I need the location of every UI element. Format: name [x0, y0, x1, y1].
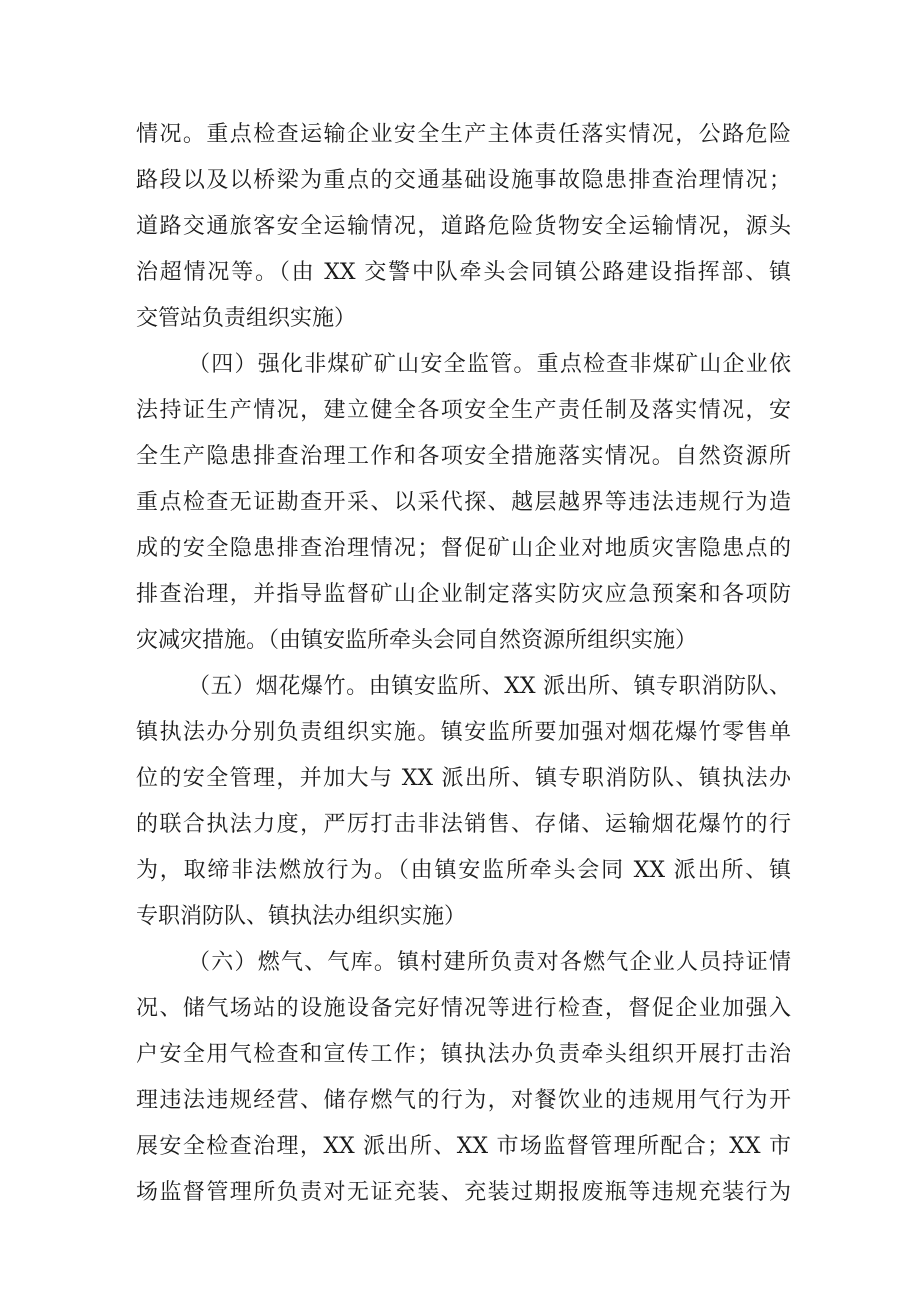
text-line: 专职消防队、镇执法办组织实施） [136, 904, 467, 929]
text-line: 况、储气场站的设施设备完好情况等进行检查，督促企业加强入 [136, 996, 791, 1021]
paragraph-1 [136, 112, 791, 342]
paragraph-3 [136, 664, 791, 940]
text-line: 为，取缔非法燃放行为。（由镇安监所牵头会同 XX 派出所、镇 [136, 858, 791, 883]
text-line: 情况。重点检查运输企业安全生产主体责任落实情况，公路危险 [136, 122, 791, 147]
text-line: 的联合执法力度，严厉打击非法销售、存储、运输烟花爆竹的行 [136, 812, 791, 837]
text-line: 重点检查无证勘查开采、以采代探、越层越界等违法违规行为造 [136, 490, 791, 515]
text-line: 理违法违规经营、储存燃气的行为，对餐饮业的违规用气行为开 [136, 1088, 791, 1113]
text-line: （四）强化非煤矿矿山安全监管。重点检查非煤矿山企业依 [188, 352, 791, 377]
text-line: 灾减灾措施。（由镇安监所牵头会同自然资源所组织实施） [136, 628, 698, 653]
text-line: 排查治理，并指导监督矿山企业制定落实防灾应急预案和各项防 [136, 582, 791, 607]
text-line: （六）燃气、气库。镇村建所负责对各燃气企业人员持证情 [188, 950, 791, 975]
text-line: （五）烟花爆竹。由镇安监所、XX 派出所、镇专职消防队、 [188, 674, 791, 699]
text-line: 路段以及以桥梁为重点的交通基础设施事故隐患排查治理情况； [136, 168, 791, 193]
text-line: 展安全检查治理，XX 派出所、XX 市场监督管理所配合；XX 市 [136, 1134, 791, 1159]
text-line: 镇执法办分别负责组织实施。镇安监所要加强对烟花爆竹零售单 [136, 720, 791, 745]
text-line: 交管站负责组织实施） [136, 306, 357, 331]
text-line: 场监督管理所负责对无证充装、充装过期报废瓶等违规充装行为 [136, 1180, 791, 1205]
text-line: 治超情况等。（由 XX 交警中队牵头会同镇公路建设指挥部、镇 [136, 260, 791, 285]
text-line: 位的安全管理，并加大与 XX 派出所、镇专职消防队、镇执法办 [136, 766, 791, 791]
text-line: 道路交通旅客安全运输情况，道路危险货物安全运输情况，源头 [136, 214, 791, 239]
text-line: 法持证生产情况，建立健全各项安全生产责任制及落实情况，安 [136, 398, 791, 423]
text-line: 全生产隐患排查治理工作和各项安全措施落实情况。自然资源所 [136, 444, 791, 469]
paragraph-4 [136, 940, 791, 1216]
paragraph-2 [136, 342, 791, 664]
text-line: 户安全用气检查和宣传工作；镇执法办负责牵头组织开展打击治 [136, 1042, 791, 1067]
document-body [136, 112, 791, 1216]
text-line: 成的安全隐患排查治理情况；督促矿山企业对地质灾害隐患点的 [136, 536, 791, 561]
